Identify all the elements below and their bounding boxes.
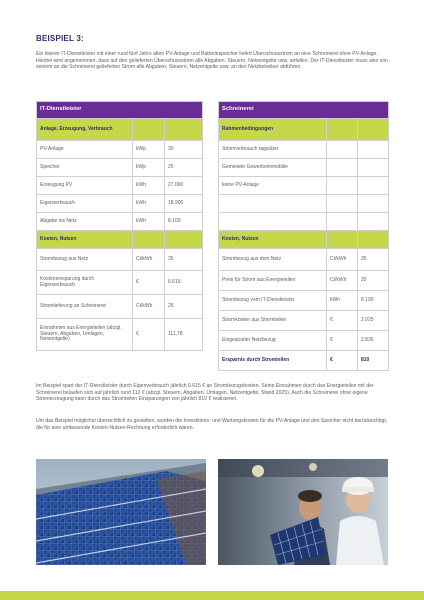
row-label: Gemietete Gewerbeimmobilie bbox=[219, 159, 327, 177]
row-value: 8.100 bbox=[165, 213, 203, 231]
table-row bbox=[37, 195, 203, 213]
row-value: 27.000 bbox=[165, 177, 203, 195]
row-label: Einnahmen aus Energieteilen (abzgl. Steuern, Abgaben, Umlagen, Netzentgelte) bbox=[37, 319, 133, 351]
table-row bbox=[219, 213, 389, 231]
table-row bbox=[219, 271, 389, 291]
table-row-total bbox=[219, 351, 389, 371]
row-value: 25 bbox=[165, 159, 203, 177]
section-label: Rahmenbedingungen bbox=[219, 119, 327, 141]
row-value: 25 bbox=[358, 271, 389, 291]
row-label: Stromkosten aus Stromteilen bbox=[219, 311, 327, 331]
row-value: 35 bbox=[165, 249, 203, 271]
table-row bbox=[37, 249, 203, 271]
section-label: Anlage, Erzeugung, Verbrauch bbox=[37, 119, 133, 141]
row-value: 18.900 bbox=[165, 195, 203, 213]
table-row bbox=[37, 141, 203, 159]
row-unit: € bbox=[327, 331, 358, 351]
it-dienstleister-table bbox=[36, 101, 203, 351]
row-value bbox=[358, 195, 389, 213]
row-unit: kWp bbox=[133, 141, 165, 159]
row-unit bbox=[327, 195, 358, 213]
table-row bbox=[219, 331, 389, 351]
row-unit: € bbox=[133, 271, 165, 295]
row-label: Strombezug vom IT-Dienstleister bbox=[219, 291, 327, 311]
row-unit: Ct/kWh bbox=[327, 249, 358, 271]
row-label: PV-Anlage bbox=[37, 141, 133, 159]
table-row bbox=[219, 311, 389, 331]
table-row bbox=[219, 159, 389, 177]
row-unit: € bbox=[327, 311, 358, 331]
table-header: IT-Dienstleister bbox=[37, 102, 203, 119]
row-unit: Ct/kWh bbox=[133, 249, 165, 271]
row-label: Eigenverbrauch bbox=[37, 195, 133, 213]
row-label: Kosteneinsparung durch Eigenverbrauch bbox=[37, 271, 133, 295]
row-unit: € bbox=[133, 319, 165, 351]
row-value: 810 bbox=[358, 351, 389, 371]
row-label: Ersparnis durch Stromteilen bbox=[219, 351, 327, 371]
solar-panel-photo bbox=[36, 459, 206, 565]
row-label: Stromverbrauch tagsüber bbox=[219, 141, 327, 159]
table-row bbox=[37, 159, 203, 177]
row-label bbox=[219, 195, 327, 213]
table-row bbox=[219, 177, 389, 195]
row-unit bbox=[327, 141, 358, 159]
section-label: Kosten, Nutzen bbox=[37, 231, 133, 249]
row-label: Speicher bbox=[37, 159, 133, 177]
row-label: Erzeugung PV bbox=[37, 177, 133, 195]
row-value: 2.025 bbox=[358, 311, 389, 331]
table-row bbox=[219, 195, 389, 213]
table-header: Schreinerei bbox=[219, 102, 389, 119]
row-value: 8.100 bbox=[358, 291, 389, 311]
row-value: 111,78 bbox=[165, 319, 203, 351]
row-value bbox=[358, 159, 389, 177]
row-label bbox=[219, 213, 327, 231]
row-label: Stromlieferung an Schreinerei bbox=[37, 295, 133, 319]
row-unit bbox=[327, 159, 358, 177]
row-label: keine PV-Anlage bbox=[219, 177, 327, 195]
row-label: Eingesparter Netzbezug bbox=[219, 331, 327, 351]
row-value: 2.835 bbox=[358, 331, 389, 351]
row-value bbox=[358, 141, 389, 159]
section-label: Kosten, Nutzen bbox=[219, 231, 327, 249]
row-unit: kWh bbox=[133, 195, 165, 213]
table-row bbox=[37, 271, 203, 295]
row-unit bbox=[327, 213, 358, 231]
row-value bbox=[358, 177, 389, 195]
row-value: 35 bbox=[358, 249, 389, 271]
page-title: BEISPIEL 3: bbox=[36, 34, 84, 43]
row-unit bbox=[327, 177, 358, 195]
workers-with-solar-panel-photo bbox=[218, 459, 388, 565]
table-row bbox=[37, 319, 203, 351]
result-paragraph: Im Beispiel spart der IT-Dienstleister durch Eigenverbrauch jährlich 6.615 € an Strombezugskosten. Seine Einnahmen durch das Energieteilen mit der Schreinerei belaufen sich auf jährlich rund 112 € (abzgl. Steuern, Abgaben, Umlagen, Netzentgelte, Stand 2025). Auch die Schreinerei ohne eigene Stromerzeugung kann durch das Stromteilen Einsparungen von jährlich 810 € realisieren. bbox=[36, 383, 374, 403]
row-value: 25 bbox=[165, 295, 203, 319]
row-unit: kWh bbox=[327, 291, 358, 311]
footer-accent-bar bbox=[0, 591, 424, 600]
row-value: 6.615 bbox=[165, 271, 203, 295]
schreinerei-table bbox=[218, 101, 389, 371]
table-row bbox=[219, 291, 389, 311]
table-row bbox=[219, 249, 389, 271]
table-row bbox=[37, 213, 203, 231]
table-row bbox=[37, 295, 203, 319]
row-unit: kWh bbox=[133, 213, 165, 231]
row-unit: € bbox=[327, 351, 358, 371]
row-label: Strombezug aus dem Netz bbox=[219, 249, 327, 271]
intro-paragraph: Ein kleiner IT-Dienstleister mit einer rund fünf Jahre alten PV-Anlage und Batteriespeicher liefert Überschussstrom an eine Schreinerei ohne PV-Anlage. Hierbei wird angenommen, dass auf den gelieferten Überschussstrom alle Abgaben, Steuern, Netzentgelte usw. anfallen. Der IT-Dienstleister muss also von seinem an die Schreinerei gelieferten Strom alle Abgaben, Steuern, Netzentgelte usw. an den Netzbetreiber abführen. bbox=[36, 51, 388, 71]
row-unit: Ct/kWh bbox=[327, 271, 358, 291]
row-value: 30 bbox=[165, 141, 203, 159]
row-value bbox=[358, 213, 389, 231]
row-unit: kWp bbox=[133, 159, 165, 177]
row-label: Strombezug aus Netz bbox=[37, 249, 133, 271]
table-row bbox=[37, 177, 203, 195]
note-paragraph: Um das Beispiel möglichst übersichtlich zu gestalten, wurden die Investitions- und Wartungskosten für die PV-Anlage und den Speicher nicht berücksichtigt, die für eine umfassende Kosten-Nutzen-Rechnung erforderlich wären. bbox=[36, 418, 388, 431]
row-unit: kWh bbox=[133, 177, 165, 195]
row-label: Preis für Strom aus Energieteilen bbox=[219, 271, 327, 291]
row-label: Abgabe ins Netz bbox=[37, 213, 133, 231]
table-row bbox=[219, 141, 389, 159]
row-unit: Ct/kWh bbox=[133, 295, 165, 319]
